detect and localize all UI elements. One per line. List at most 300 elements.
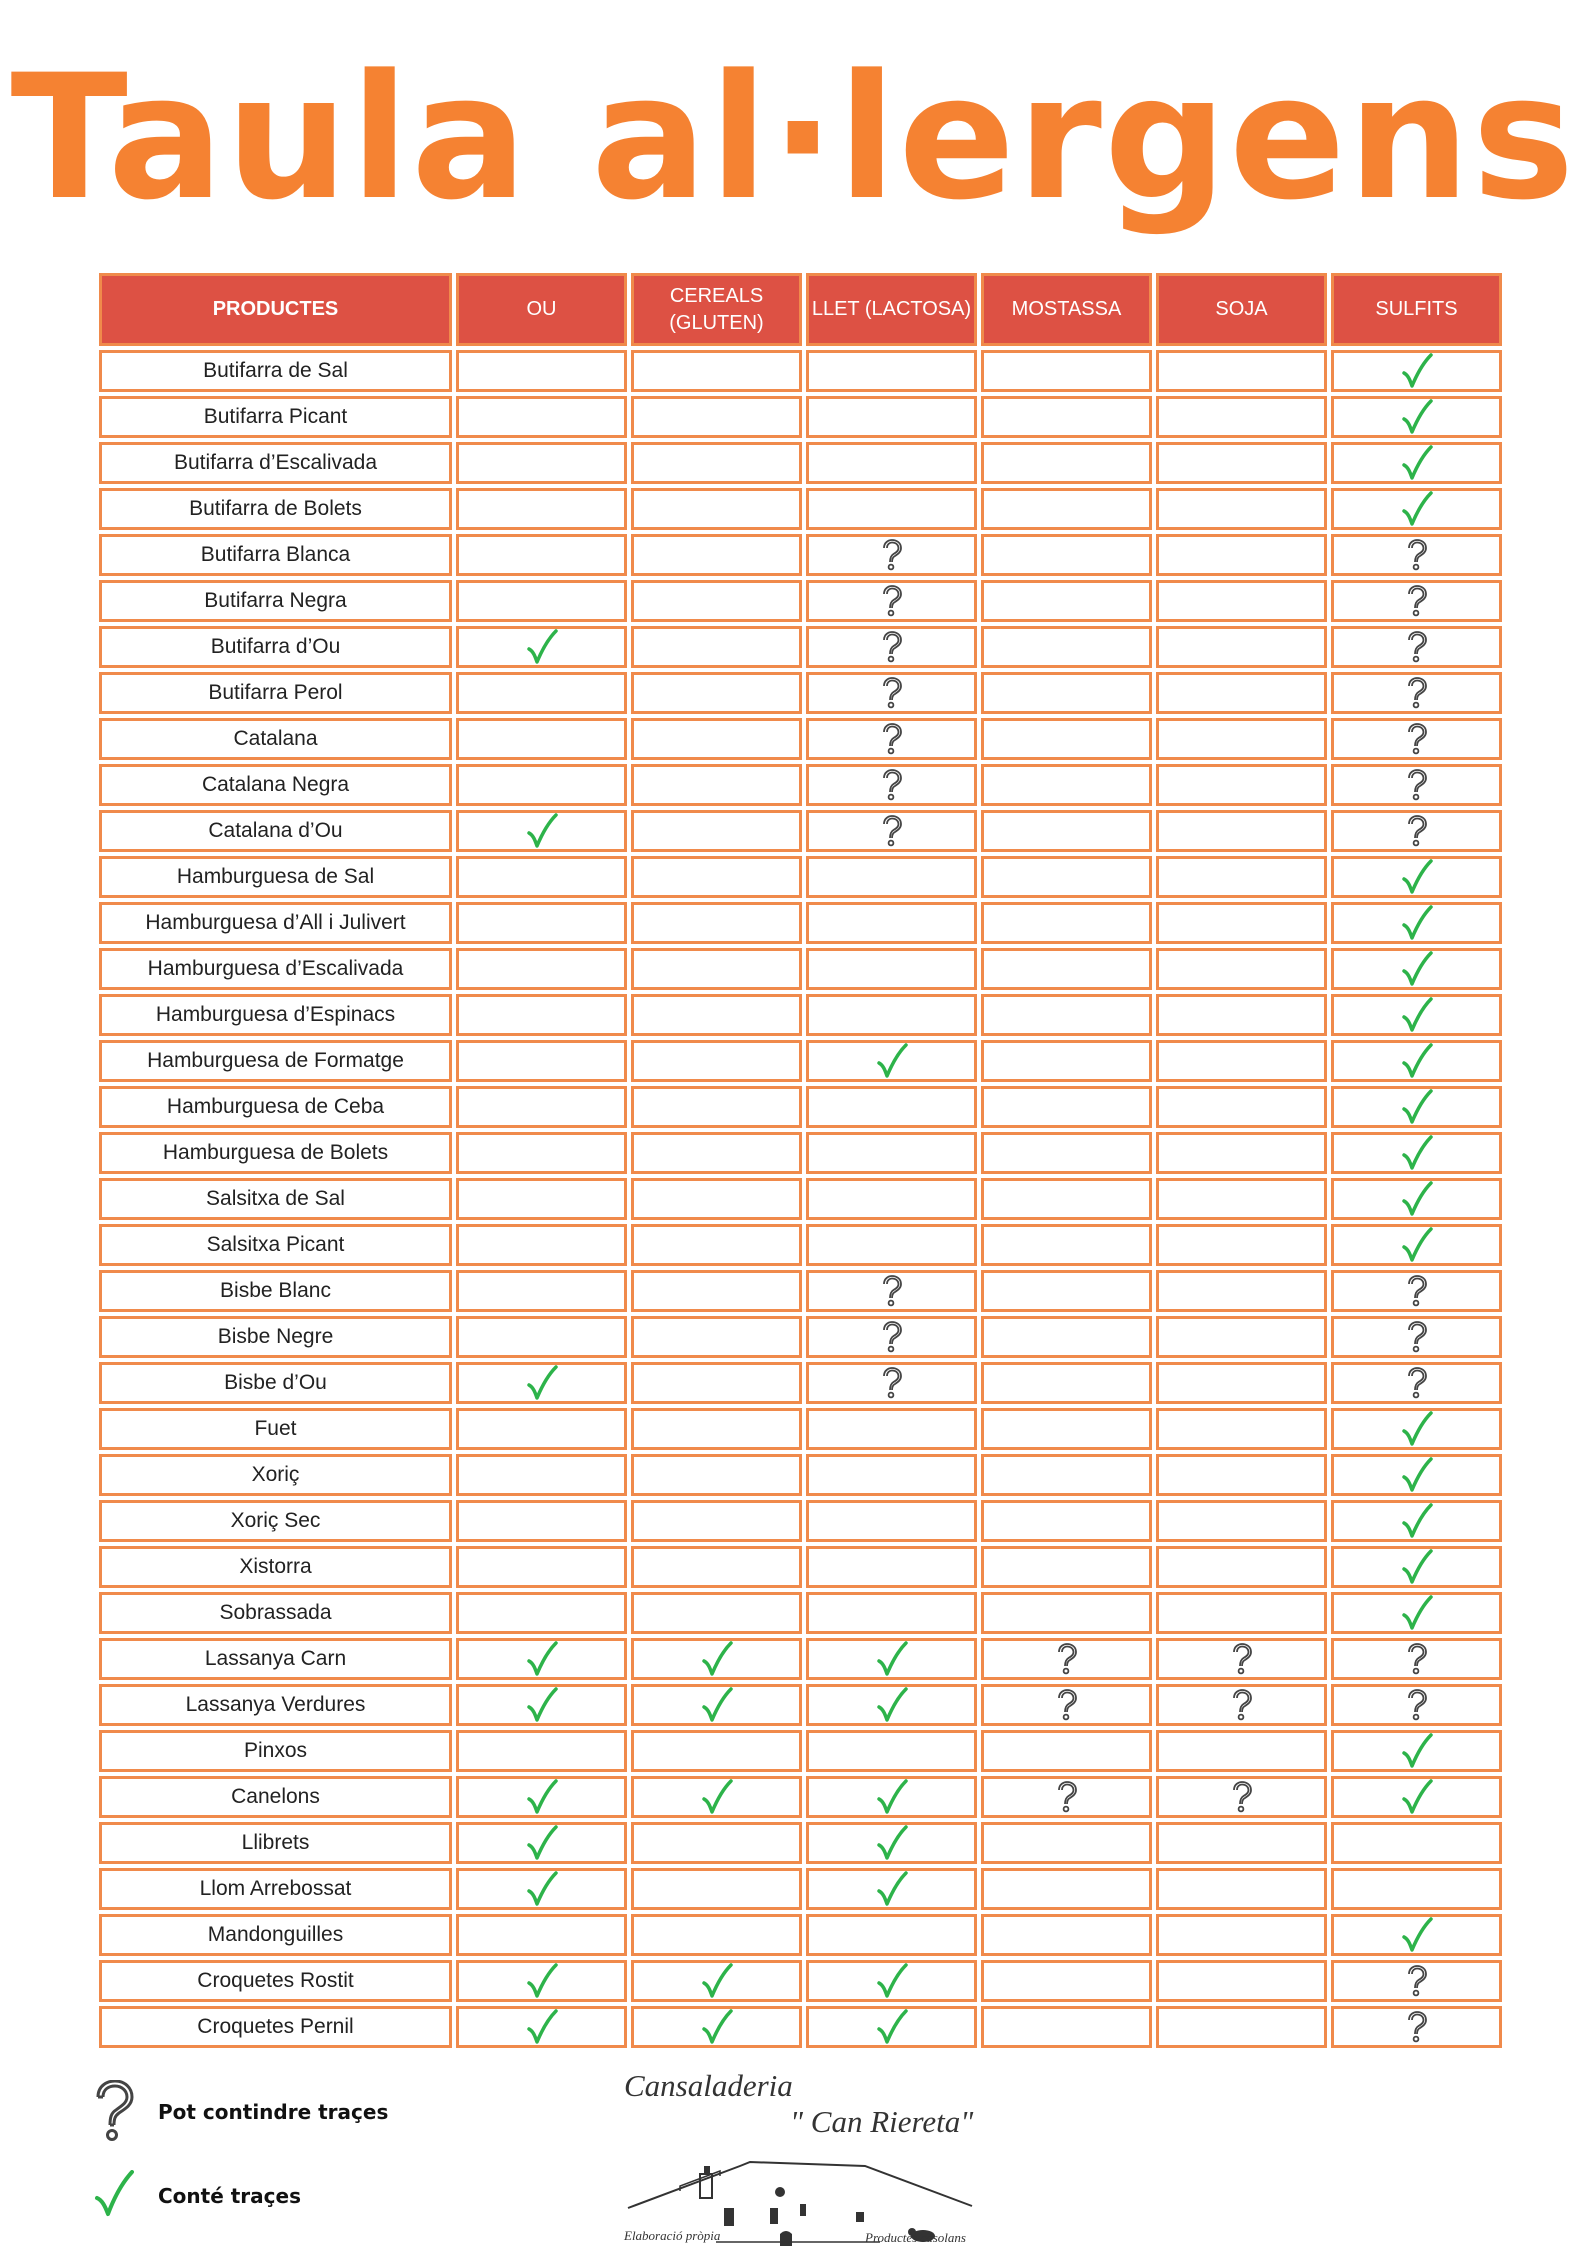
cell-cereals <box>631 902 802 944</box>
cell-soja <box>1156 1224 1327 1266</box>
check-icon <box>526 1879 558 1898</box>
logo-left-caption: Elaboració pròpia <box>624 2228 721 2243</box>
check-icon <box>1401 361 1433 380</box>
cell-cereals <box>631 764 802 806</box>
cell-ou <box>456 1730 627 1772</box>
cell-mostassa <box>981 2006 1152 2048</box>
question-icon <box>1406 1281 1428 1300</box>
cell-llet <box>806 1822 977 1864</box>
cell-ou <box>456 1316 627 1358</box>
question-icon <box>92 2080 136 2142</box>
cell-llet <box>806 718 977 760</box>
table-row <box>99 1592 1502 1634</box>
cell-mostassa <box>981 1960 1152 2002</box>
table-row <box>99 1454 1502 1496</box>
check-icon <box>1401 1465 1433 1484</box>
cell-cereals <box>631 1546 802 1588</box>
question-icon <box>1231 1787 1253 1806</box>
cell-sulfits <box>1331 810 1502 852</box>
cell-soja <box>1156 1638 1327 1680</box>
cell-ou <box>456 442 627 484</box>
cell-cereals <box>631 1960 802 2002</box>
cell-cereals <box>631 626 802 668</box>
cell-ou <box>456 1914 627 1956</box>
table-row <box>99 1500 1502 1542</box>
cell-soja <box>1156 580 1327 622</box>
check-icon <box>1401 1787 1433 1806</box>
table-row <box>99 580 1502 622</box>
cell-mostassa <box>981 1040 1152 1082</box>
cell-llet <box>806 442 977 484</box>
question-icon <box>1056 1695 1078 1714</box>
question-icon <box>1406 1327 1428 1346</box>
cell-ou <box>456 350 627 392</box>
table-row <box>99 488 1502 530</box>
table-row <box>99 1408 1502 1450</box>
cell-sulfits <box>1331 1868 1502 1910</box>
product-name: Catalana Negra <box>99 764 452 806</box>
cell-sulfits <box>1331 1960 1502 2002</box>
cell-sulfits <box>1331 994 1502 1036</box>
product-name: Butifarra de Bolets <box>99 488 452 530</box>
check-icon <box>526 2017 558 2036</box>
cell-sulfits <box>1331 488 1502 530</box>
logo-right-caption: Productes casolans <box>865 2230 966 2245</box>
table-row <box>99 856 1502 898</box>
table-row <box>99 534 1502 576</box>
table-row <box>99 1224 1502 1266</box>
cell-sulfits <box>1331 626 1502 668</box>
cell-soja <box>1156 718 1327 760</box>
cell-mostassa <box>981 1684 1152 1726</box>
cell-llet <box>806 1684 977 1726</box>
table-row <box>99 626 1502 668</box>
product-name: Bisbe Negre <box>99 1316 452 1358</box>
cell-ou <box>456 1454 627 1496</box>
cell-llet <box>806 1960 977 2002</box>
cell-llet <box>806 1730 977 1772</box>
product-name: Bisbe Blanc <box>99 1270 452 1312</box>
check-icon <box>94 2170 134 2218</box>
logo-line1: Cansaladeria <box>624 2068 793 2103</box>
legend-check <box>92 2170 392 2220</box>
check-icon <box>701 1971 733 1990</box>
cell-llet <box>806 1638 977 1680</box>
cell-soja <box>1156 396 1327 438</box>
header-productes: PRODUCTES <box>99 273 452 346</box>
cell-llet <box>806 1270 977 1312</box>
cell-sulfits <box>1331 1914 1502 1956</box>
check-icon <box>1401 1005 1433 1024</box>
cell-mostassa <box>981 488 1152 530</box>
cell-llet <box>806 488 977 530</box>
cell-sulfits <box>1331 1776 1502 1818</box>
check-icon <box>876 2017 908 2036</box>
cell-soja <box>1156 810 1327 852</box>
product-name: Bisbe d’Ou <box>99 1362 452 1404</box>
product-name: Butifarra Perol <box>99 672 452 714</box>
product-name: Butifarra d’Ou <box>99 626 452 668</box>
cell-sulfits <box>1331 764 1502 806</box>
cell-cereals <box>631 488 802 530</box>
cell-soja <box>1156 856 1327 898</box>
product-name: Fuet <box>99 1408 452 1450</box>
cell-llet <box>806 2006 977 2048</box>
table-row <box>99 1362 1502 1404</box>
cell-ou <box>456 902 627 944</box>
header-soja: SOJA <box>1156 273 1327 346</box>
cell-llet <box>806 1362 977 1404</box>
check-icon <box>1401 1511 1433 1530</box>
cell-cereals <box>631 1638 802 1680</box>
question-icon <box>1406 821 1428 840</box>
cell-ou <box>456 580 627 622</box>
cell-cereals <box>631 1684 802 1726</box>
cell-ou <box>456 1362 627 1404</box>
cell-cereals <box>631 1132 802 1174</box>
table-row <box>99 1316 1502 1358</box>
cell-ou <box>456 994 627 1036</box>
product-name: Butifarra d’Escalivada <box>99 442 452 484</box>
check-icon <box>1401 499 1433 518</box>
cell-soja <box>1156 948 1327 990</box>
cell-soja <box>1156 672 1327 714</box>
question-icon <box>881 1281 903 1300</box>
check-icon <box>1401 1097 1433 1116</box>
product-name: Xoriç Sec <box>99 1500 452 1542</box>
cell-mostassa <box>981 1132 1152 1174</box>
cell-llet <box>806 1316 977 1358</box>
check-icon <box>1401 1189 1433 1208</box>
cell-cereals <box>631 1270 802 1312</box>
cell-ou <box>456 718 627 760</box>
cell-mostassa <box>981 810 1152 852</box>
cell-ou <box>456 1178 627 1220</box>
cell-ou <box>456 1684 627 1726</box>
cell-llet <box>806 1500 977 1542</box>
cell-soja <box>1156 2006 1327 2048</box>
cell-mostassa <box>981 1868 1152 1910</box>
question-icon <box>881 637 903 656</box>
cell-sulfits <box>1331 672 1502 714</box>
table-row <box>99 396 1502 438</box>
cell-soja <box>1156 1776 1327 1818</box>
cell-sulfits <box>1331 1132 1502 1174</box>
cell-ou <box>456 1270 627 1312</box>
cell-llet <box>806 350 977 392</box>
cell-ou <box>456 764 627 806</box>
check-icon <box>701 2017 733 2036</box>
cell-sulfits <box>1331 1408 1502 1450</box>
product-name: Catalana d’Ou <box>99 810 452 852</box>
check-icon <box>876 1051 908 1070</box>
cell-sulfits <box>1331 1638 1502 1680</box>
check-icon <box>526 1787 558 1806</box>
cell-cereals <box>631 1592 802 1634</box>
product-name: Croquetes Rostit <box>99 1960 452 2002</box>
cell-cereals <box>631 1178 802 1220</box>
cell-sulfits <box>1331 534 1502 576</box>
cell-llet <box>806 1408 977 1450</box>
cell-sulfits <box>1331 718 1502 760</box>
cell-soja <box>1156 1546 1327 1588</box>
cell-soja <box>1156 1868 1327 1910</box>
check-icon <box>1401 1741 1433 1760</box>
table-row <box>99 1040 1502 1082</box>
question-icon <box>1406 591 1428 610</box>
cell-mostassa <box>981 534 1152 576</box>
cell-llet <box>806 1914 977 1956</box>
cell-sulfits <box>1331 442 1502 484</box>
logo-line2: " Can Riereta" <box>790 2104 974 2139</box>
cell-cereals <box>631 1362 802 1404</box>
cell-soja <box>1156 1454 1327 1496</box>
cell-ou <box>456 1822 627 1864</box>
cell-sulfits <box>1331 1086 1502 1128</box>
cell-mostassa <box>981 442 1152 484</box>
cell-cereals <box>631 672 802 714</box>
table-row <box>99 1868 1502 1910</box>
cell-mostassa <box>981 1730 1152 1772</box>
table-row <box>99 2006 1502 2048</box>
check-icon <box>1401 453 1433 472</box>
product-name: Hamburguesa de Ceba <box>99 1086 452 1128</box>
question-icon <box>1056 1787 1078 1806</box>
cell-llet <box>806 1776 977 1818</box>
cell-cereals <box>631 1822 802 1864</box>
product-name: Hamburguesa d’Escalivada <box>99 948 452 990</box>
question-icon <box>1406 1649 1428 1668</box>
product-name: Llibrets <box>99 1822 452 1864</box>
header-mostassa: MOSTASSA <box>981 273 1152 346</box>
cell-cereals <box>631 1914 802 1956</box>
shop-logo <box>620 2068 990 2243</box>
cell-cereals <box>631 1730 802 1772</box>
check-icon <box>701 1649 733 1668</box>
cell-ou <box>456 672 627 714</box>
check-icon <box>1401 1925 1433 1944</box>
cell-sulfits <box>1331 1500 1502 1542</box>
product-name: Mandonguilles <box>99 1914 452 1956</box>
cell-soja <box>1156 1132 1327 1174</box>
check-icon <box>1401 1603 1433 1622</box>
cell-soja <box>1156 1178 1327 1220</box>
product-name: Xistorra <box>99 1546 452 1588</box>
cell-soja <box>1156 1500 1327 1542</box>
cell-llet <box>806 1178 977 1220</box>
cell-ou <box>456 1960 627 2002</box>
product-name: Butifarra Blanca <box>99 534 452 576</box>
question-icon <box>1406 1971 1428 1990</box>
legend-question <box>92 2080 392 2140</box>
cell-cereals <box>631 1086 802 1128</box>
check-icon <box>701 1695 733 1714</box>
question-icon <box>1406 545 1428 564</box>
check-icon <box>1401 1235 1433 1254</box>
table-row <box>99 1086 1502 1128</box>
cell-mostassa <box>981 948 1152 990</box>
header-cereals: CEREALS (GLUTEN) <box>631 273 802 346</box>
cell-cereals <box>631 1224 802 1266</box>
cell-soja <box>1156 442 1327 484</box>
cell-mostassa <box>981 672 1152 714</box>
table-row <box>99 1178 1502 1220</box>
question-icon <box>881 1327 903 1346</box>
cell-sulfits <box>1331 1270 1502 1312</box>
cell-sulfits <box>1331 1224 1502 1266</box>
table-row <box>99 350 1502 392</box>
check-icon <box>1401 407 1433 426</box>
cell-ou <box>456 856 627 898</box>
cell-ou <box>456 626 627 668</box>
cell-mostassa <box>981 1454 1152 1496</box>
cell-mostassa <box>981 1822 1152 1864</box>
table-row <box>99 442 1502 484</box>
question-icon <box>1406 2017 1428 2036</box>
cell-mostassa <box>981 1316 1152 1358</box>
product-name: Hamburguesa de Formatge <box>99 1040 452 1082</box>
cell-soja <box>1156 902 1327 944</box>
cell-llet <box>806 1086 977 1128</box>
cell-soja <box>1156 1914 1327 1956</box>
product-name: Hamburguesa d’All i Julivert <box>99 902 452 944</box>
cell-sulfits <box>1331 1178 1502 1220</box>
question-icon <box>881 545 903 564</box>
question-icon <box>1056 1649 1078 1668</box>
table-row <box>99 1730 1502 1772</box>
cell-sulfits <box>1331 1454 1502 1496</box>
cell-llet <box>806 534 977 576</box>
check-icon <box>1401 867 1433 886</box>
check-icon <box>526 1833 558 1852</box>
cell-mostassa <box>981 350 1152 392</box>
question-icon <box>881 591 903 610</box>
cell-mostassa <box>981 994 1152 1036</box>
question-icon <box>1406 637 1428 656</box>
cell-ou <box>456 534 627 576</box>
question-icon <box>1231 1649 1253 1668</box>
question-icon <box>1406 1695 1428 1714</box>
cell-sulfits <box>1331 1684 1502 1726</box>
cell-soja <box>1156 1684 1327 1726</box>
cell-mostassa <box>981 856 1152 898</box>
question-icon <box>881 821 903 840</box>
check-icon <box>526 821 558 840</box>
question-icon <box>1406 775 1428 794</box>
cell-mostassa <box>981 1500 1152 1542</box>
cell-sulfits <box>1331 902 1502 944</box>
table-row <box>99 764 1502 806</box>
cell-llet <box>806 1546 977 1588</box>
cell-soja <box>1156 1822 1327 1864</box>
product-name: Butifarra Picant <box>99 396 452 438</box>
table-row <box>99 1776 1502 1818</box>
cell-mostassa <box>981 1362 1152 1404</box>
table-row <box>99 1638 1502 1680</box>
cell-cereals <box>631 1868 802 1910</box>
cell-llet <box>806 810 977 852</box>
cell-ou <box>456 1546 627 1588</box>
cell-ou <box>456 1086 627 1128</box>
cell-sulfits <box>1331 1316 1502 1358</box>
cell-mostassa <box>981 1638 1152 1680</box>
cell-ou <box>456 1638 627 1680</box>
check-icon <box>526 1695 558 1714</box>
cell-mostassa <box>981 1546 1152 1588</box>
cell-cereals <box>631 396 802 438</box>
cell-ou <box>456 1776 627 1818</box>
cell-llet <box>806 1224 977 1266</box>
cell-cereals <box>631 1408 802 1450</box>
cell-cereals <box>631 1316 802 1358</box>
cell-mostassa <box>981 902 1152 944</box>
cell-cereals <box>631 1776 802 1818</box>
cell-mostassa <box>981 1224 1152 1266</box>
check-icon <box>526 1649 558 1668</box>
cell-sulfits <box>1331 2006 1502 2048</box>
cell-llet <box>806 1132 977 1174</box>
cell-mostassa <box>981 1914 1152 1956</box>
cell-ou <box>456 810 627 852</box>
cell-soja <box>1156 350 1327 392</box>
cell-mostassa <box>981 1178 1152 1220</box>
cell-cereals <box>631 994 802 1036</box>
cell-cereals <box>631 948 802 990</box>
cell-ou <box>456 1592 627 1634</box>
legend-question-label: Pot contindre traçes <box>158 2100 389 2124</box>
check-icon <box>876 1695 908 1714</box>
cell-mostassa <box>981 626 1152 668</box>
check-icon <box>1401 913 1433 932</box>
question-icon <box>1406 729 1428 748</box>
product-name: Salsitxa de Sal <box>99 1178 452 1220</box>
cell-soja <box>1156 488 1327 530</box>
cell-cereals <box>631 2006 802 2048</box>
cell-cereals <box>631 810 802 852</box>
product-name: Canelons <box>99 1776 452 1818</box>
cell-soja <box>1156 1270 1327 1312</box>
header-llet: LLET (LACTOSA) <box>806 273 977 346</box>
cell-llet <box>806 1592 977 1634</box>
cell-cereals <box>631 580 802 622</box>
cell-soja <box>1156 994 1327 1036</box>
cell-cereals <box>631 350 802 392</box>
cell-llet <box>806 672 977 714</box>
check-icon <box>1401 959 1433 978</box>
cell-soja <box>1156 1362 1327 1404</box>
table-row <box>99 1132 1502 1174</box>
cell-sulfits <box>1331 948 1502 990</box>
cell-soja <box>1156 1960 1327 2002</box>
product-name: Sobrassada <box>99 1592 452 1634</box>
cell-soja <box>1156 1316 1327 1358</box>
table-row <box>99 994 1502 1036</box>
table-row <box>99 672 1502 714</box>
cell-sulfits <box>1331 580 1502 622</box>
product-name: Butifarra de Sal <box>99 350 452 392</box>
question-icon <box>881 775 903 794</box>
cell-llet <box>806 626 977 668</box>
cell-cereals <box>631 856 802 898</box>
product-name: Xoriç <box>99 1454 452 1496</box>
cell-sulfits <box>1331 350 1502 392</box>
cell-llet <box>806 1040 977 1082</box>
product-name: Butifarra Negra <box>99 580 452 622</box>
question-icon <box>881 729 903 748</box>
cell-soja <box>1156 1086 1327 1128</box>
cell-soja <box>1156 1408 1327 1450</box>
question-icon <box>1231 1695 1253 1714</box>
